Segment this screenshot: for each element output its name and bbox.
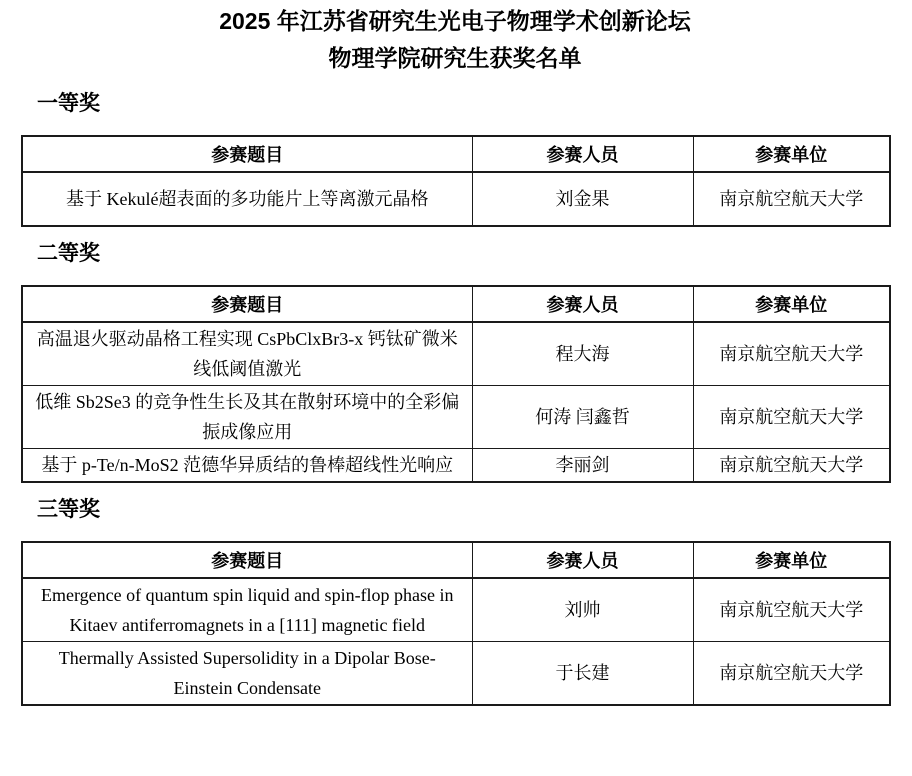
section-heading-second-prize: 二等奖 <box>37 242 100 265</box>
people-cell: 刘金果 <box>472 172 693 226</box>
topic-cell: 基于 Kekulé超表面的多功能片上等离激元晶格 <box>22 172 472 226</box>
topic-cell: 基于 p-Te/n-MoS2 范德华异质结的鲁棒超线性光响应 <box>22 449 472 483</box>
col-header-unit: 参赛单位 <box>693 542 890 578</box>
col-header-unit: 参赛单位 <box>693 286 890 322</box>
table-row <box>22 322 890 386</box>
section-heading-first-prize: 一等奖 <box>37 92 100 115</box>
people-cell: 于长建 <box>472 642 693 706</box>
table-row <box>22 172 890 226</box>
people-cell: 李丽剑 <box>472 449 693 483</box>
table-header-row <box>22 542 890 578</box>
page-title-line2: 物理学院研究生获奖名单 <box>328 45 582 71</box>
topic-cell: Thermally Assisted Supersolidity in a Dipolar Bose-Einstein Condensate <box>22 642 472 706</box>
people-cell: 刘帅 <box>472 578 693 642</box>
col-header-unit: 参赛单位 <box>693 136 890 172</box>
topic-cell: 低维 Sb2Se3 的竞争性生长及其在散射环境中的全彩偏振成像应用 <box>22 386 472 449</box>
third-prize-table <box>21 541 891 706</box>
col-header-people: 参赛人员 <box>472 136 693 172</box>
page-title <box>21 3 889 77</box>
table-header-row <box>22 286 890 322</box>
unit-cell: 南京航空航天大学 <box>693 642 890 706</box>
unit-cell: 南京航空航天大学 <box>693 386 890 449</box>
topic-cell: 高温退火驱动晶格工程实现 CsPbClxBr3-x 钙钛矿微米线低阈值激光 <box>22 322 472 386</box>
table-row <box>22 386 890 449</box>
topic-cell: Emergence of quantum spin liquid and spin-flop phase in Kitaev antiferromagnets in a [111] magnetic field <box>22 578 472 642</box>
table-row <box>22 642 890 706</box>
table-row <box>22 449 890 483</box>
col-header-people: 参赛人员 <box>472 542 693 578</box>
col-header-topic: 参赛题目 <box>22 286 472 322</box>
col-header-topic: 参赛题目 <box>22 542 472 578</box>
col-header-topic: 参赛题目 <box>22 136 472 172</box>
second-prize-table <box>21 285 891 483</box>
table-header-row <box>22 136 890 172</box>
unit-cell: 南京航空航天大学 <box>693 449 890 483</box>
unit-cell: 南京航空航天大学 <box>693 578 890 642</box>
people-cell: 何涛 闫鑫哲 <box>472 386 693 449</box>
col-header-people: 参赛人员 <box>472 286 693 322</box>
people-cell: 程大海 <box>472 322 693 386</box>
section-heading-third-prize: 三等奖 <box>37 498 100 521</box>
first-prize-table <box>21 135 891 227</box>
table-row <box>22 578 890 642</box>
page-title-line1: 2025 年江苏省研究生光电子物理学术创新论坛 <box>219 8 691 34</box>
unit-cell: 南京航空航天大学 <box>693 322 890 386</box>
unit-cell: 南京航空航天大学 <box>693 172 890 226</box>
